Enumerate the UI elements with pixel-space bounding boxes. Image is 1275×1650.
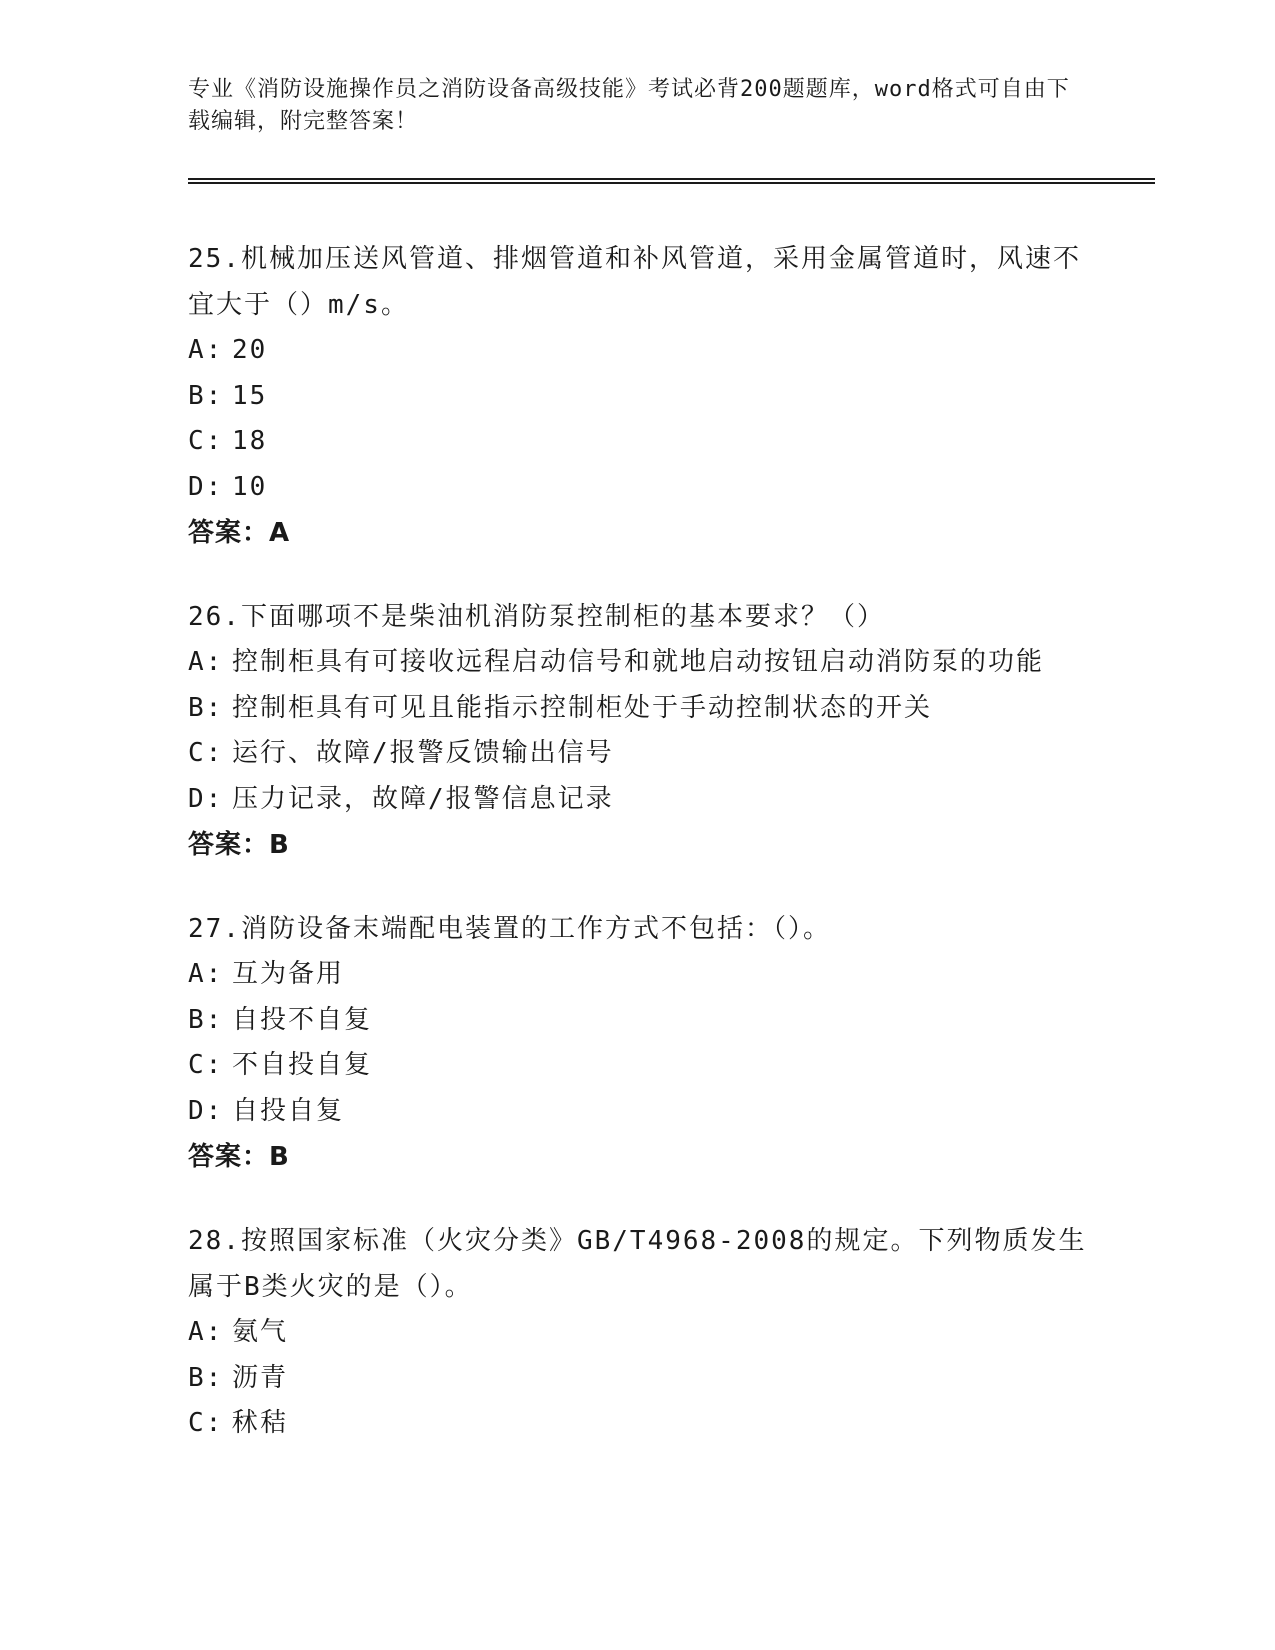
option-text: 压力记录，故障/报警信息记录 xyxy=(232,783,614,814)
option-letter: C: xyxy=(188,426,224,456)
question-stem: 26.下面哪项不是柴油机消防泵控制柜的基本要求？（） xyxy=(188,602,885,632)
option-letter: C: xyxy=(188,1408,224,1438)
option-letter: D: xyxy=(188,1095,224,1126)
option-a xyxy=(188,1310,1088,1356)
option-letter: C: xyxy=(188,1050,224,1080)
option-text: 控制柜具有可接收远程启动信号和就地启动按钮启动消防泵的功能 xyxy=(232,647,1045,677)
question-stem: 27.消防设备末端配电装置的工作方式不包括：（）。 xyxy=(188,914,831,944)
header-double-rule xyxy=(188,178,1155,184)
option-c xyxy=(188,1043,1088,1089)
option-text: 沥青 xyxy=(232,1362,289,1393)
option-text: 氨气 xyxy=(232,1317,289,1347)
answer-line: 答案：B xyxy=(188,830,290,860)
option-text: 控制柜具有可见且能指示控制柜处于手动控制状态的开关 xyxy=(232,692,933,723)
option-text: 10 xyxy=(232,471,268,502)
option-c xyxy=(188,1401,1088,1447)
option-letter: A: xyxy=(188,1317,224,1347)
option-letter: C: xyxy=(188,738,224,768)
question-26 xyxy=(188,594,1088,868)
option-letter: B: xyxy=(188,1362,224,1393)
option-text: 18 xyxy=(232,426,268,456)
option-text: 20 xyxy=(232,335,268,365)
option-d xyxy=(188,777,1088,823)
option-b xyxy=(188,374,1088,420)
option-text: 互为备用 xyxy=(232,959,345,989)
document-header: 专业《消防设施操作员之消防设备高级技能》考试必背200题题库，word格式可自由下载编辑，附完整答案！ xyxy=(188,77,1070,134)
question-27 xyxy=(188,906,1088,1180)
option-letter: D: xyxy=(188,783,224,814)
option-a xyxy=(188,952,1088,998)
option-letter: B: xyxy=(188,380,224,411)
option-text: 秫秸 xyxy=(232,1408,289,1438)
question-25 xyxy=(188,236,1088,556)
option-letter: D: xyxy=(188,471,224,502)
question-list xyxy=(188,236,1088,1485)
option-text: 自投自复 xyxy=(232,1095,345,1126)
option-c xyxy=(188,419,1088,465)
option-a xyxy=(188,640,1088,686)
option-text: 不自投自复 xyxy=(232,1050,373,1080)
option-d xyxy=(188,465,1088,511)
option-d xyxy=(188,1089,1088,1135)
option-b xyxy=(188,686,1088,732)
option-letter: A: xyxy=(188,647,224,677)
option-a xyxy=(188,328,1088,374)
answer-line: 答案：B xyxy=(188,1142,290,1172)
option-letter: B: xyxy=(188,692,224,723)
option-c xyxy=(188,731,1088,777)
option-letter: B: xyxy=(188,1004,224,1035)
option-b xyxy=(188,998,1088,1044)
option-letter: A: xyxy=(188,959,224,989)
option-text: 自投不自复 xyxy=(232,1004,373,1035)
option-text: 运行、故障/报警反馈输出信号 xyxy=(232,738,614,768)
question-28 xyxy=(188,1218,1088,1447)
answer-line: 答案：A xyxy=(188,518,291,548)
option-letter: A: xyxy=(188,335,224,365)
question-stem: 28.按照国家标准（火灾分类》GB/T4968-2008的规定。下列物质发生属于B类火灾的是（）。 xyxy=(188,1226,1087,1302)
question-stem: 25.机械加压送风管道、排烟管道和补风管道，采用金属管道时，风速不宜大于（）m/s。 xyxy=(188,244,1081,320)
option-text: 15 xyxy=(232,380,268,411)
option-b xyxy=(188,1356,1088,1402)
